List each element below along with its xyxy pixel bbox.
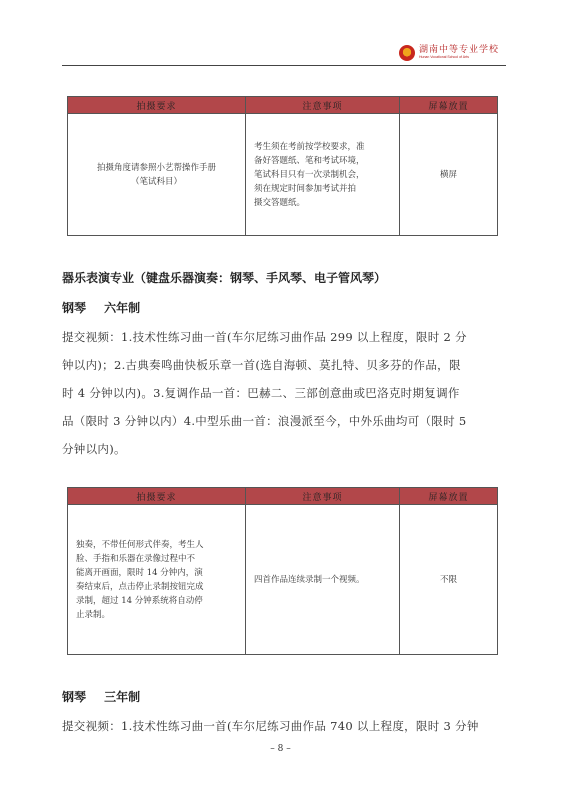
table-row (68, 114, 498, 236)
column-header-screen: 屏幕放置 (400, 97, 498, 114)
cell-shooting-text: 拍摄角度请参照小艺帮操作手册 （笔试科目） (96, 162, 216, 187)
school-logo (399, 45, 499, 61)
cell-screen-text: 不限 (439, 574, 457, 585)
column-header-notes: 注意事项 (246, 97, 400, 114)
column-header-shooting: 拍摄要求 (68, 488, 246, 505)
cell-shooting-text: 独奏，不带任何形式伴奏，考生人 脸、手指和乐器在录像过程中不 能离开画面，限时 14 分钟内，演 奏结束后，点击停止录制按钮完成 录制，超过 14 分钟系统将自动停 止录制。 (76, 539, 204, 620)
cell-notes (246, 505, 400, 655)
school-name-block (419, 46, 499, 60)
cell-notes (246, 114, 400, 236)
cell-screen (400, 114, 498, 236)
table-row (68, 505, 498, 655)
table-header-row (68, 488, 498, 505)
paragraph-line: 钟以内)；2.古典奏鸣曲快板乐章一首(选自海顿、莫扎特、贝多芬的作品，限 (62, 358, 461, 372)
column-header-notes: 注意事项 (246, 488, 400, 505)
school-emblem-icon (399, 45, 415, 61)
table-header-row (68, 97, 498, 114)
cell-screen (400, 505, 498, 655)
piano-three-year-heading: 钢琴 三年制 (62, 690, 141, 704)
paragraph-line: 提交视频：1.技术性练习曲一首(车尔尼练习曲作品 299 以上程度，限时 2 分 (62, 330, 467, 344)
cell-notes-text: 考生须在考前按学校要求，准 备好答题纸、笔和考试环境， 笔试科目只有一次录制机会， 须在规定时间参加考试并拍 摄交答题纸。 (254, 141, 365, 208)
page-number: – 8 – (270, 744, 291, 754)
requirements-table-written (67, 96, 498, 236)
paragraph-line: 提交视频：1.技术性练习曲一首(车尔尼练习曲作品 740 以上程度，限时 3 分钟 (62, 719, 479, 733)
cell-screen-text: 横屏 (439, 169, 457, 180)
paragraph-line: 时 4 分钟以内)。3.复调作品一首：巴赫二、三部创意曲或巴洛克时期复调作 (62, 386, 460, 400)
school-name-en: Hunan Vocational School of Arts (418, 55, 469, 60)
piano-six-year-heading: 钢琴 六年制 (62, 301, 141, 315)
paragraph-line: 品（限时 3 分钟以内）4.中型乐曲一首：浪漫派至今，中外乐曲均可（限时 5 (62, 414, 467, 428)
paragraph-line: 分钟以内)。 (62, 442, 126, 456)
cell-notes-text: 四首作品连续录制一个视频。 (254, 574, 365, 585)
section-heading: 器乐表演专业（键盘乐器演奏：钢琴、手风琴、电子管风琴） (62, 271, 387, 285)
requirements-table-piano (67, 487, 498, 655)
cell-shooting (68, 505, 246, 655)
school-name-cn: 湖南中等专业学校 (418, 45, 499, 56)
cell-shooting (68, 114, 246, 236)
column-header-screen: 屏幕放置 (400, 488, 498, 505)
column-header-shooting: 拍摄要求 (68, 97, 246, 114)
header-divider (62, 65, 506, 66)
